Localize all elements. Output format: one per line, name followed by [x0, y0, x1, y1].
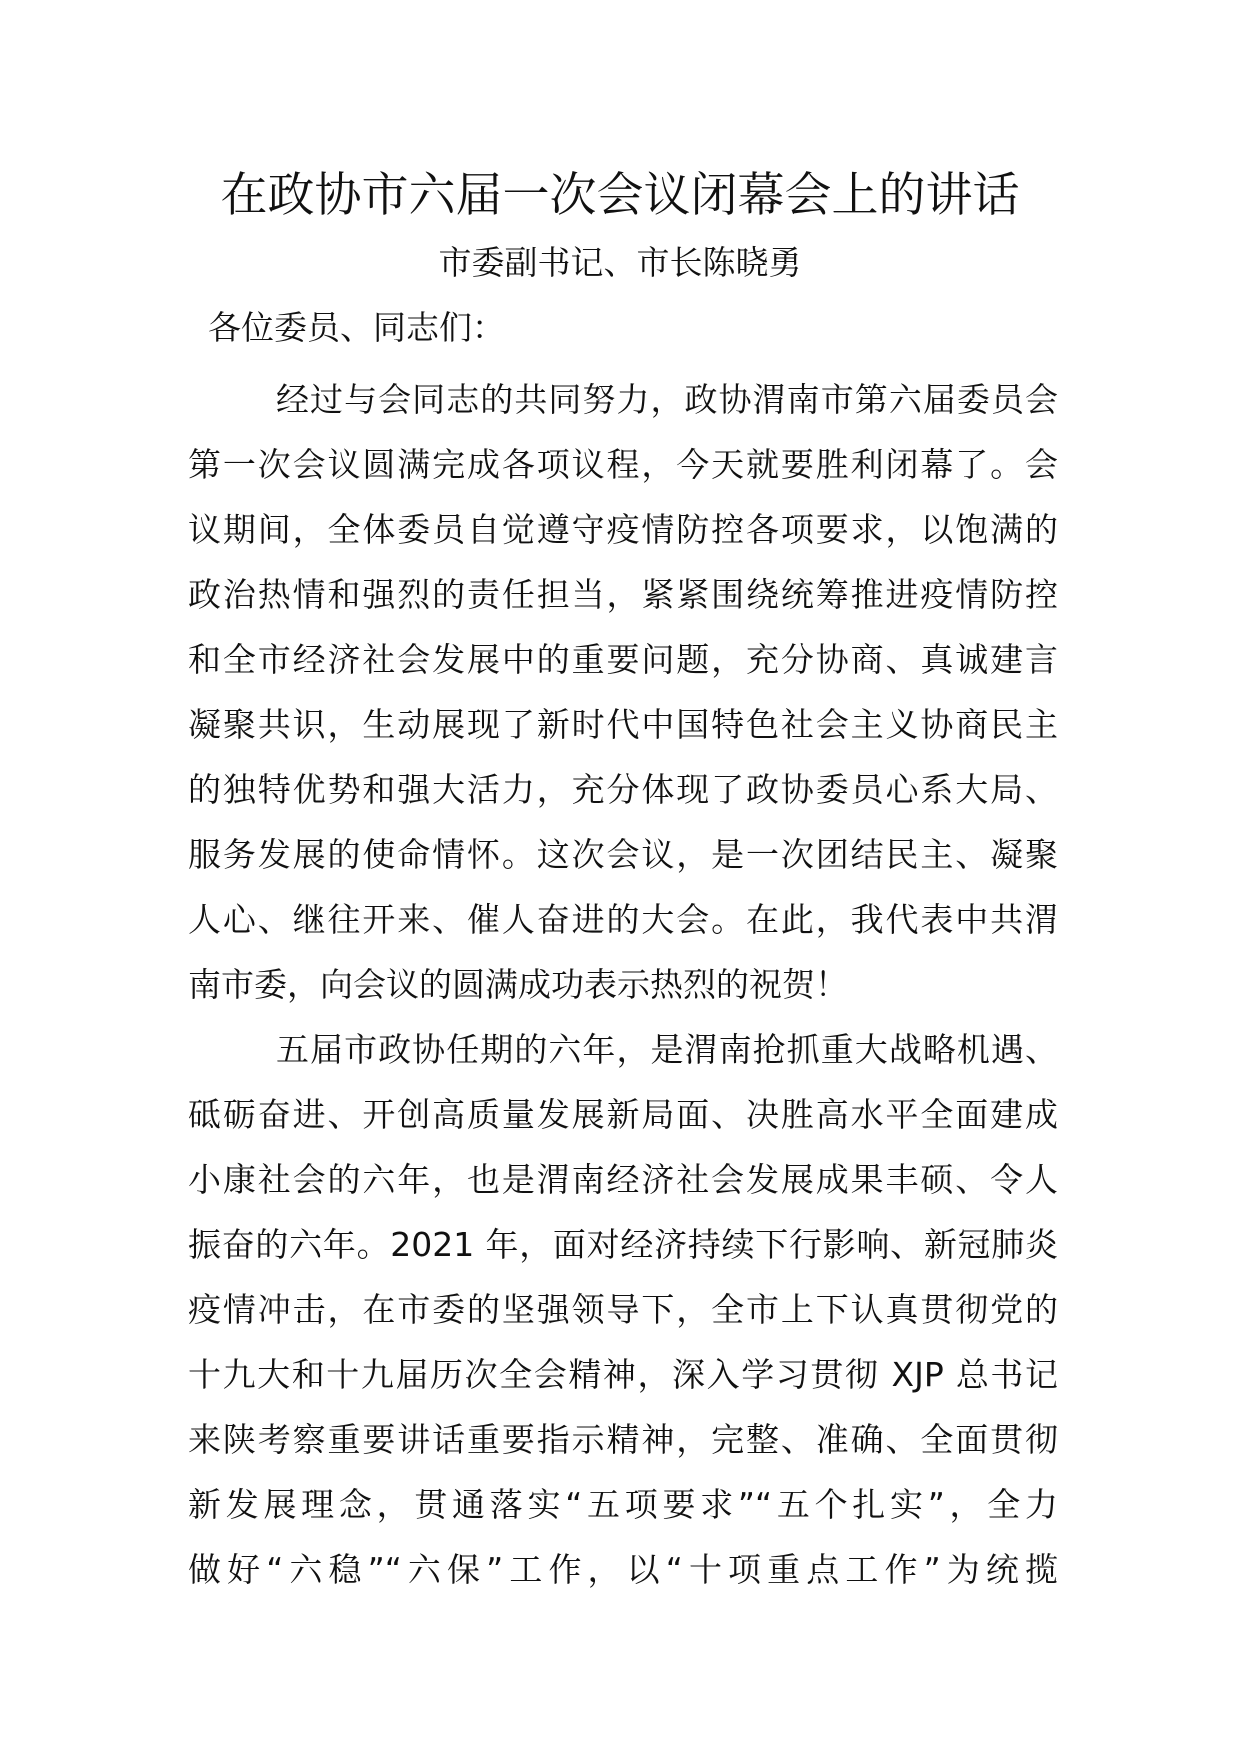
text-line: 疫情冲击，在市委的坚强领导下，全市上下认真贯彻党的	[188, 1290, 1058, 1329]
text-line: 和全市经济社会发展中的重要问题，充分协商、真诚建言	[188, 640, 1058, 679]
paragraph	[188, 367, 1058, 1017]
text-line: 政治热情和强烈的责任担当，紧紧围绕统筹推进疫情防控	[188, 575, 1058, 614]
text-line: 十九大和十九届历次全会精神，深入学习贯彻 XJP 总书记	[188, 1355, 1058, 1394]
text-line: 砥砺奋进、开创高质量发展新局面、决胜高水平全面建成	[188, 1095, 1058, 1134]
salutation: 各位委员、同志们：	[208, 308, 505, 347]
text-line: 的独特优势和强大活力，充分体现了政协委员心系大局、	[188, 770, 1058, 809]
text-line: 南市委，向会议的圆满成功表示热烈的祝贺！	[188, 965, 848, 1004]
text-line: 来陕考察重要讲话重要指示精神，完整、准确、全面贯彻	[188, 1420, 1058, 1459]
text-line: 小康社会的六年，也是渭南经济社会发展成果丰硕、令人	[188, 1160, 1058, 1199]
text-line: 做好“六稳”“六保”工作，以“十项重点工作”为统揽	[188, 1550, 1058, 1589]
text-line: 第一次会议圆满完成各项议程，今天就要胜利闭幕了。会	[188, 445, 1058, 484]
text-line: 五届市政协任期的六年，是渭南抢抓重大战略机遇、	[276, 1030, 1058, 1069]
document-author: 市委副书记、市长陈晓勇	[438, 243, 802, 282]
text-line: 新发展理念，贯通落实“五项要求”“五个扎实”，全力	[188, 1485, 1058, 1524]
document-title: 在政协市六届一次会议闭幕会上的讲话	[220, 168, 1020, 223]
text-line: 凝聚共识，生动展现了新时代中国特色社会主义协商民主	[188, 705, 1058, 744]
text-line: 经过与会同志的共同努力，政协渭南市第六届委员会	[276, 380, 1058, 419]
document-body	[188, 367, 1058, 1602]
text-line: 人心、继往开来、催人奋进的大会。在此，我代表中共渭	[188, 900, 1058, 939]
text-line: 议期间，全体委员自觉遵守疫情防控各项要求，以饱满的	[188, 510, 1058, 549]
text-line: 服务发展的使命情怀。这次会议，是一次团结民主、凝聚	[188, 835, 1058, 874]
text-line: 振奋的六年。2021 年，面对经济持续下行影响、新冠肺炎	[188, 1225, 1058, 1264]
paragraph	[188, 1017, 1058, 1602]
